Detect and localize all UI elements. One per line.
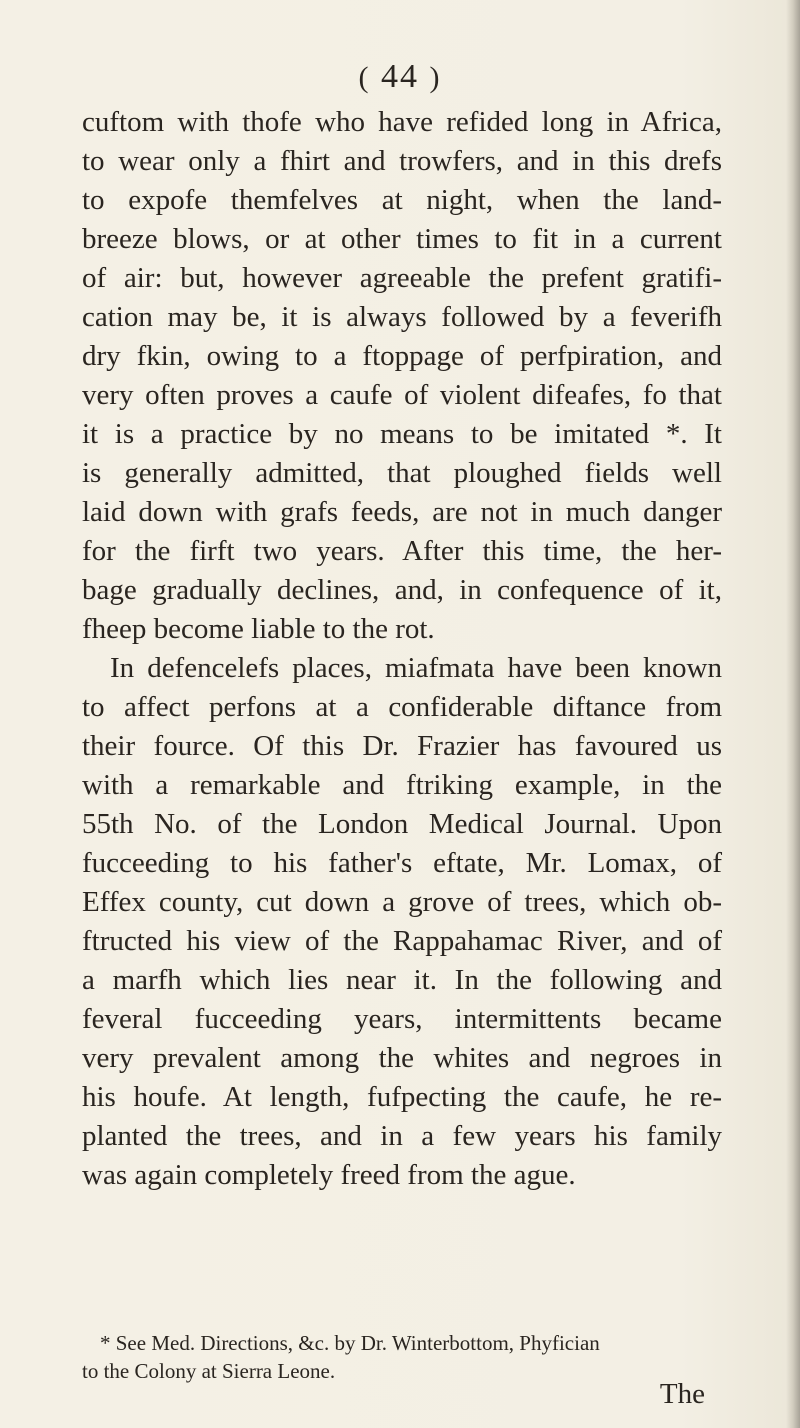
- text-line: bage gradually declines, and, in confequence of it,: [82, 574, 722, 606]
- text-line: it is a practice by no means to be imitated *. It: [82, 418, 722, 450]
- page-number-value: 44: [381, 58, 419, 95]
- text-line: 55th No. of the London Medical Journal. Upon: [82, 808, 722, 840]
- text-line: laid down with grafs feeds, are not in much danger: [82, 496, 722, 528]
- text-line: fucceeding to his father's eftate, Mr. Lomax, of: [82, 847, 722, 879]
- text-line: is generally admitted, that ploughed fields well: [82, 457, 722, 489]
- footnote: [82, 1329, 722, 1385]
- text-line: to expofe themfelves at night, when the land-: [82, 184, 722, 216]
- text-line: their fource. Of this Dr. Frazier has favoured us: [82, 730, 722, 762]
- text-line: feveral fucceeding years, intermittents became: [82, 1003, 722, 1035]
- text-line: a marfh which lies near it. In the following and: [82, 964, 722, 996]
- text-line: In defencelefs places, miafmata have been known: [110, 652, 722, 684]
- page-number: ( 44 ): [358, 58, 442, 95]
- text-line: ftructed his view of the Rappahamac River, and of: [82, 925, 722, 957]
- text-line: to wear only a fhirt and trowfers, and in this drefs: [82, 145, 722, 177]
- footnote-line: to the Colony at Sierra Leone.: [82, 1359, 336, 1383]
- text-line: Effex county, cut down a grove of trees, which ob-: [82, 886, 722, 918]
- text-line: his houfe. At length, fufpecting the caufe, he re-: [82, 1081, 722, 1113]
- text-line: with a remarkable and ftriking example, in the: [82, 769, 722, 801]
- text-line: of air: but, however agreeable the prefent gratifi-: [82, 262, 722, 294]
- text-line: breeze blows, or at other times to fit in a current: [82, 223, 722, 255]
- page-binding-shadow: [786, 0, 800, 1428]
- text-line: very prevalent among the whites and negroes in: [82, 1042, 722, 1074]
- text-line: was again completely freed from the ague.: [82, 1159, 576, 1191]
- footnote-line: * See Med. Directions, &c. by Dr. Winterbottom, Phyfician: [100, 1331, 600, 1355]
- text-line: dry fkin, owing to a ftoppage of perfpiration, and: [82, 340, 722, 372]
- text-line: planted the trees, and in a few years his family: [82, 1120, 722, 1152]
- text-line: cuftom with thofe who have refided long in Africa,: [82, 106, 722, 138]
- text-line: to affect perfons at a confiderable diftance from: [82, 691, 722, 723]
- text-line: fheep become liable to the rot.: [82, 613, 435, 645]
- body-text: [82, 103, 722, 1195]
- text-line: for the firft two years. After this time, the her-: [82, 535, 722, 567]
- text-line: very often proves a caufe of violent difeafes, fo that: [82, 379, 722, 411]
- catchword: The: [659, 1378, 705, 1410]
- text-line: cation may be, it is always followed by a feverifh: [82, 301, 722, 333]
